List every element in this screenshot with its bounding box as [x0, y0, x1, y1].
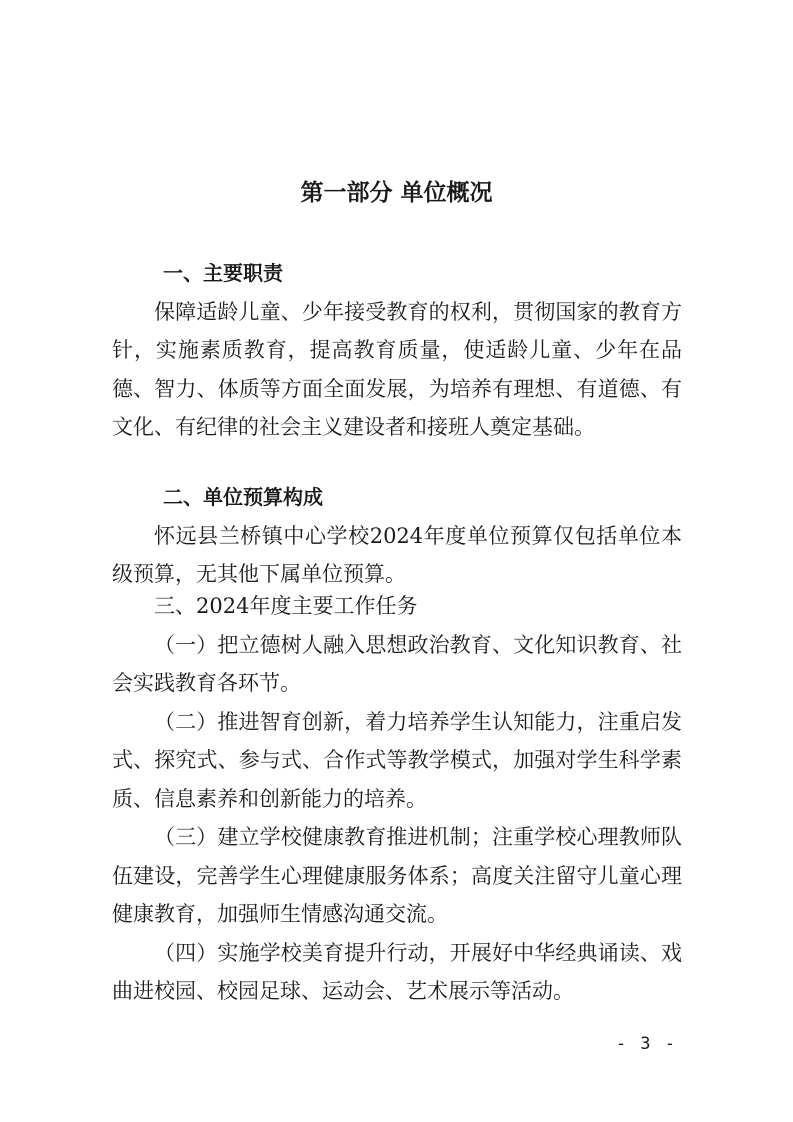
- task-item: （三）建立学校健康教育推进机制；注重学校心理教师队伍建设，完善学生心理健康服务体系；高度关注留守儿童心理健康教育，加强师生情感沟通交流。: [112, 825, 682, 926]
- section-budget-composition: [112, 478, 682, 594]
- section-main-duties: [112, 254, 682, 447]
- section-work-tasks: [112, 587, 682, 1011]
- task-item: （四）实施学校美育提升行动，开展好中华经典诵读、戏曲进校园、校园足球、运动会、艺术展示等活动。: [112, 940, 682, 1003]
- section-heading: 二、单位预算构成: [163, 485, 323, 509]
- task-item: （二）推进智育创新，着力培养学生认知能力，注重启发式、探究式、参与式、合作式等教学模式，加强对学生科学素质、信息素养和创新能力的培养。: [112, 709, 682, 811]
- section-paragraph: 怀远县兰桥镇中心学校2024年度单位预算仅包括单位本级预算，无其他下属单位预算。: [112, 523, 682, 586]
- section-heading: 三、2024年度主要工作任务: [154, 594, 418, 618]
- page-number: - 3 -: [615, 1034, 677, 1054]
- page-title: 第一部分 单位概况: [300, 180, 493, 206]
- section-paragraph: 保障适龄儿童、少年接受教育的权利，贯彻国家的教育方针，实施素质教育，提高教育质量，使适龄儿童、少年在品德、智力、体质等方面全面发展，为培养有理想、有道德、有文化、有纪律的社会主义建设者和接班人奠定基础。: [112, 299, 682, 439]
- section-heading: 一、主要职责: [163, 261, 283, 285]
- task-item: （一）把立德树人融入思想政治教育、文化知识教育、社会实践教育各环节。: [112, 632, 682, 695]
